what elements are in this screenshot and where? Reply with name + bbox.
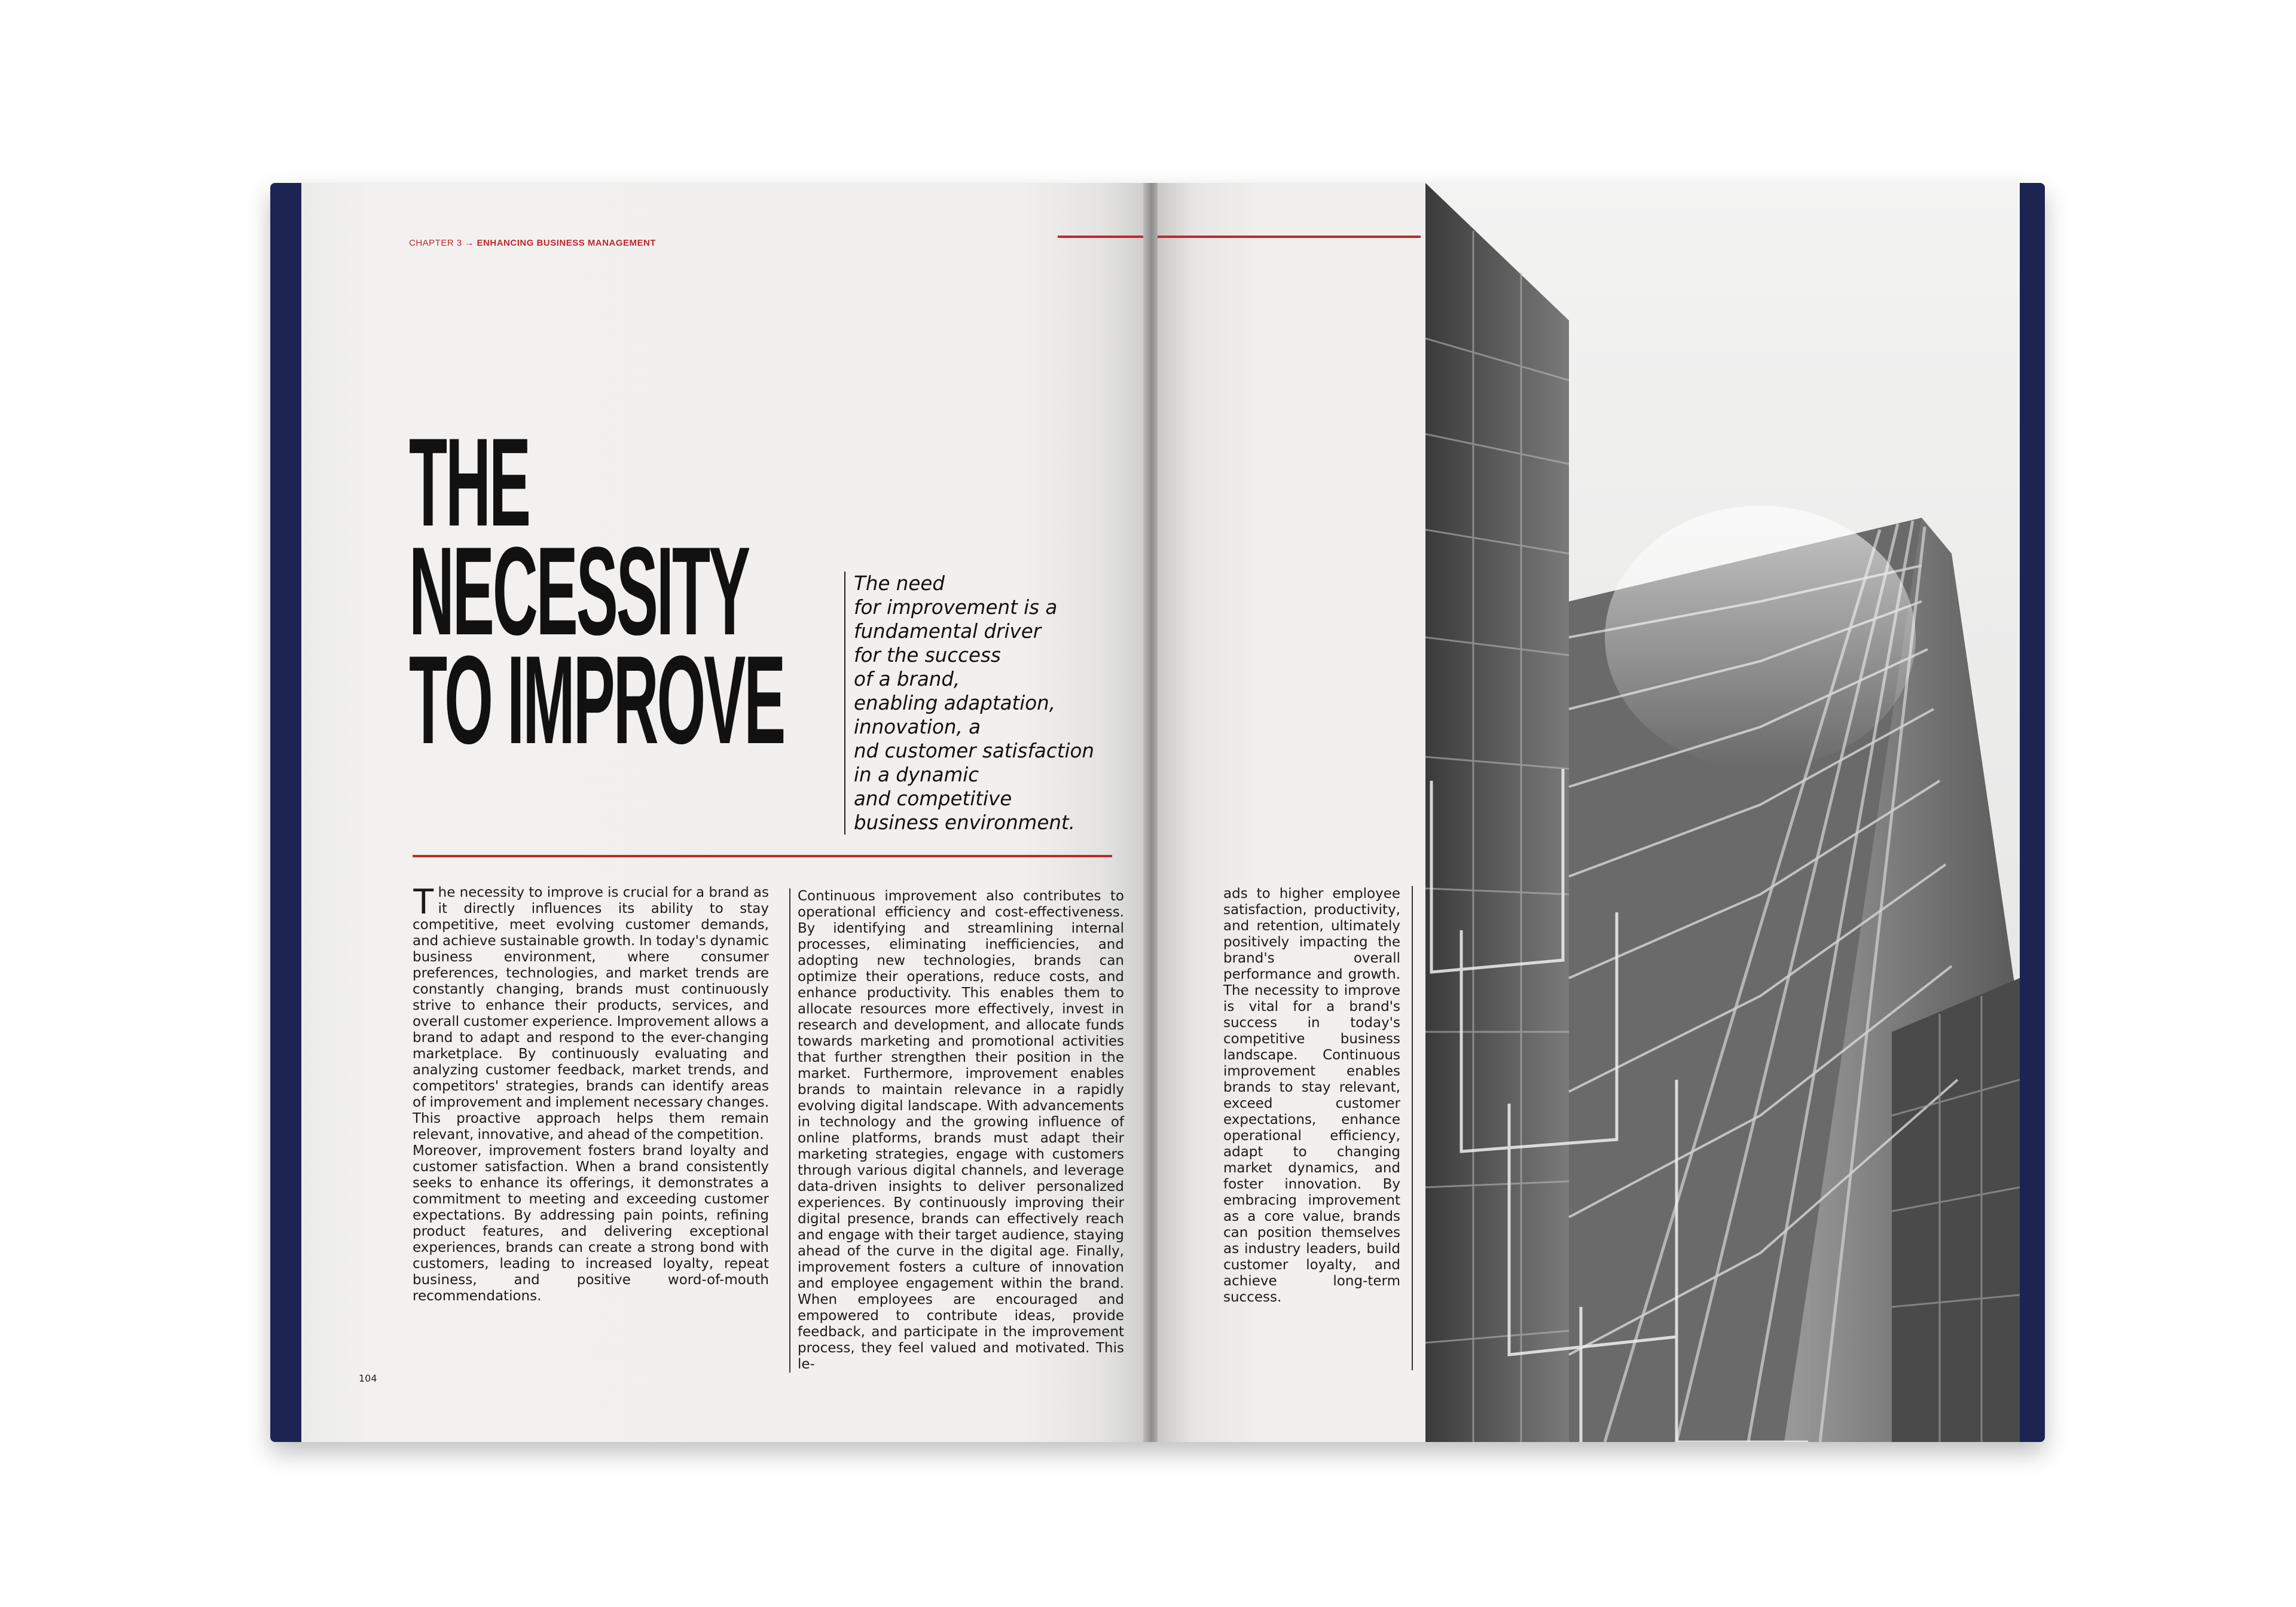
top-rule-right	[1158, 236, 1421, 238]
running-head-section: ENHANCING BUSINESS MANAGEMENT	[477, 238, 657, 248]
running-head-chapter: CHAPTER 3 →	[409, 238, 474, 248]
title-line-2: NECESSITY	[409, 521, 749, 661]
body-paragraph-1-text: he necessity to improve is crucial for a brand as it directly influences its ability to stay competitive, meet evolving customer demands, and achieve sustainable growth. In today's dynamic business environment, where consumer preferences, technologies, and market trends are constantly changing, brands must continuously strive to enhance their products, services, and overall customer experience. Improvement allows a brand to adapt and respond to the ever-changing marketplace. By continuously evaluating and analyzing customer feedback, market trends, and competitors' strategies, brands can identify areas of improvement and implement necessary changes. This proactive approach helps them remain relevant, innovative, and ahead of the competition.	[413, 885, 769, 1142]
page-number: 104	[359, 1373, 377, 1384]
pull-quote	[844, 572, 1146, 835]
pull-quote-line: in a dynamic	[854, 763, 979, 786]
book-spread	[270, 183, 2045, 1442]
body-paragraph-2: Moreover, improvement fosters brand loyalty and customer satisfaction. When a brand consistently seeks to enhance its offerings, it demonstrates a commitment to meeting and exceeding customer expectations. By addressing pain points, refining product features, and delivering exceptional experiences, brands can create a strong bond with customers, leading to increased loyalty, repeat business, and positive word-of-mouth recommendations.	[413, 1143, 769, 1304]
pull-quote-line: business environment.	[854, 811, 1076, 834]
running-head	[409, 238, 656, 248]
title-line-1: THE	[409, 412, 529, 552]
body-column-3-text: ads to higher employee satisfaction, productivity, and retention, ultimately positively impacting the brand's overall performance and growth. The necessity to improve is vital for a brand's success in today's competitive business landscape. Continuous improvement enables brands to stay relevant, exceed customer expectations, enhance operational efficiency, adapt to changing market dynamics, and foster innovation. By embracing improvement as a core value, brands can position themselves as industry leaders, build customer loyalty, and achieve long-term success.	[1223, 886, 1400, 1305]
pull-quote-line: innovation, a	[854, 716, 981, 738]
top-rule-left	[1058, 236, 1146, 238]
body-paragraph-1	[413, 881, 769, 1143]
pull-quote-line: for the success	[854, 644, 1001, 667]
pull-quote-line: nd customer satisfaction	[854, 740, 1094, 762]
body-column-3	[1223, 886, 1400, 1306]
body-column-2	[789, 888, 1124, 1373]
left-page	[301, 183, 1146, 1442]
pull-quote-line: fundamental driver	[854, 620, 1042, 643]
pull-quote-line: and competitive	[854, 787, 1012, 810]
pull-quote-line: of a brand,	[854, 668, 960, 691]
pull-quote-line: for improvement is a	[854, 596, 1058, 619]
body-column-2-text: Continuous improvement also contributes to operational efficiency and cost-effectiveness. By identifying and streamlining internal processes, eliminating inefficiencies, and adopting new technologies, brands can optimize their operations, reduce costs, and enhance productivity. This enables them to allocate resources more effectively, invest in research and development, and allocate funds towards marketing and promotional activities that further strengthen their position in the market. Furthermore, improvement enables brands to maintain relevance in a rapidly evolving digital landscape. With advancements in technology and the growing influence of online platforms, brands must adapt their marketing strategies, engage with customers through various digital channels, and leverage data-driven insights to deliver personalized experiences. By continuously improving their digital presence, brands can effectively reach and engage with their target audience, staying ahead of the curve in the digital age. Finally, improvement fosters a culture of innovation and employee engagement within the brand. When employees are encouraged and empowered to contribute ideas, provide feedback, and participate in the improvement process, they feel valued and motivated. This le-	[798, 888, 1124, 1372]
body-column-1	[413, 881, 769, 1304]
right-page	[1158, 183, 2020, 1442]
drop-cap: T	[413, 881, 435, 921]
pull-quote-line: enabling adaptation,	[854, 692, 1056, 714]
section-divider-rule	[413, 855, 1112, 857]
skyscraper-photo-icon	[1425, 183, 2020, 1442]
title-line-3: TO IMPROVE	[409, 630, 784, 770]
pull-quote-line: The need	[854, 572, 945, 595]
page-title	[409, 412, 784, 770]
column-3-rule	[1412, 886, 1413, 1370]
skyscraper-photo	[1425, 183, 2020, 1442]
